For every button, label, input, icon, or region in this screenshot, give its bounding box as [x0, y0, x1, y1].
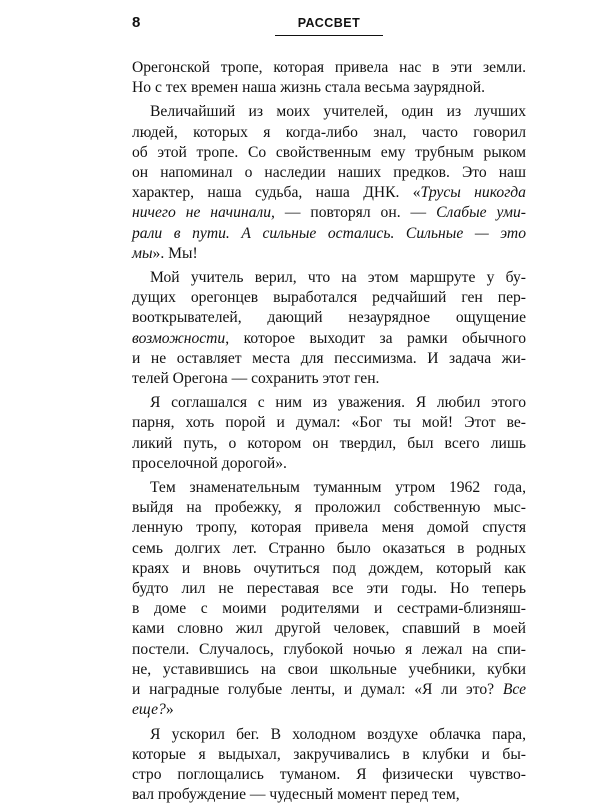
text-segment: характер, наша судьба, наша ДНК. «	[132, 184, 421, 201]
text-line	[132, 183, 526, 203]
paragraph	[132, 268, 526, 389]
text-line	[132, 123, 526, 143]
running-title: РАССВЕТ	[132, 15, 526, 31]
paragraph	[132, 725, 526, 805]
text-line	[132, 498, 526, 518]
paragraph	[132, 478, 526, 720]
text-line	[132, 349, 526, 369]
text-line	[132, 745, 526, 765]
text-line	[132, 224, 526, 244]
text-segment: которые я выдыхал, закручивались в клубки и бы-	[132, 746, 526, 763]
text-line	[132, 599, 526, 619]
text-line	[132, 329, 526, 349]
paragraph	[132, 102, 526, 264]
text-line	[132, 58, 526, 78]
text-segment: стро поглощались туманом. Я физически чувство-	[132, 766, 526, 783]
text-segment: Величайший из моих учителей, один из лучших	[150, 103, 526, 120]
text-segment: будто лил не переставая все эти годы. Но теперь	[132, 580, 526, 597]
text-line	[132, 102, 526, 122]
text-line	[132, 660, 526, 680]
text-segment: Я ускорил бег. В холодном воздухе облачка пара,	[150, 726, 526, 743]
text-segment: ками словно жил другой человек, спавший в моей	[132, 620, 526, 637]
text-line	[132, 785, 526, 805]
text-segment: парня, хоть порой и думал: «Бог ты мой! Этот ве-	[132, 414, 526, 431]
text-line	[132, 244, 526, 264]
text-segment: , которое выходит за рамки обычного	[225, 330, 526, 347]
text-segment: вооткрывателей, дающий незаурядное ощущение	[132, 309, 526, 326]
text-segment: в доме с моими родителями и сестрами-близняш-	[132, 600, 526, 617]
text-line	[132, 308, 526, 328]
text-segment: людей, которых я когда-либо знал, часто говорил	[132, 124, 526, 141]
text-segment: »	[166, 701, 174, 718]
italic-text: Все	[503, 681, 526, 698]
text-line	[132, 434, 526, 454]
text-line	[132, 369, 526, 389]
italic-text: еще?	[132, 701, 166, 718]
paragraph	[132, 393, 526, 474]
text-segment: Но с тех времен наша жизнь стала весьма заурядной.	[132, 79, 485, 96]
text-segment: он напоминал о наследии наших предков. Это наш	[132, 164, 526, 181]
page-number: 8	[132, 14, 140, 32]
text-segment: вал пробуждение — чудесный момент перед тем,	[132, 786, 460, 803]
italic-text: Слабые уми-	[436, 204, 526, 221]
italic-text: рали в пути. А сильные остались. Сильные — это	[132, 225, 526, 242]
text-segment: Орегонской тропе, которая привела нас в эти земли.	[132, 59, 526, 76]
text-segment: Я соглашался с ним из уважения. Я любил этого	[150, 394, 526, 411]
text-line	[132, 640, 526, 660]
italic-text: Трусы никогда	[421, 184, 526, 201]
text-line	[132, 78, 526, 98]
text-segment: и не оставляет места для пессимизма. И задача жи-	[132, 350, 526, 367]
text-line	[132, 559, 526, 579]
text-segment: ликий путь, о котором он твердил, был всего лишь	[132, 435, 526, 452]
text-segment: краях и вновь очутиться под дождем, который как	[132, 560, 526, 577]
text-line	[132, 680, 526, 700]
italic-text: мы	[132, 245, 153, 262]
text-line	[132, 765, 526, 785]
text-line	[132, 288, 526, 308]
text-line	[132, 619, 526, 639]
text-segment: не, уставившись на свои школьные учебники, кубки	[132, 661, 526, 678]
text-segment: дущих орегонцев выработался редчайший ген пер-	[132, 289, 526, 306]
text-line	[132, 539, 526, 559]
text-segment: Мой учитель верил, что на этом маршруте у бу-	[150, 269, 526, 286]
text-line	[132, 268, 526, 288]
title-underline	[275, 35, 383, 36]
text-line	[132, 393, 526, 413]
text-segment: ». Мы!	[153, 245, 198, 262]
text-line	[132, 725, 526, 745]
text-segment: и наградные голубые ленты, и думал: «Я ли это?	[132, 681, 503, 698]
text-line	[132, 700, 526, 720]
text-segment: выйдя на пробежку, я проложил собственную мыс-	[132, 499, 526, 516]
text-line	[132, 579, 526, 599]
text-segment: проселочной дорогой».	[132, 455, 287, 472]
text-line	[132, 163, 526, 183]
page-header	[132, 14, 526, 36]
text-segment: семь долгих лет. Странно было оказаться в родных	[132, 540, 526, 557]
text-line	[132, 478, 526, 498]
italic-text: возможности	[132, 330, 225, 347]
text-line	[132, 413, 526, 433]
body-text	[132, 58, 526, 805]
text-line	[132, 454, 526, 474]
text-segment: Тем знаменательным туманным утром 1962 года,	[150, 479, 526, 496]
text-segment: ленную тропу, которая привела меня домой спустя	[132, 519, 526, 536]
italic-text: ничего не начинали,	[132, 204, 275, 221]
paragraph	[132, 58, 526, 98]
text-segment: телей Орегона — сохранить этот ген.	[132, 370, 379, 387]
text-line	[132, 518, 526, 538]
text-line	[132, 143, 526, 163]
text-segment: постели. Случалось, глубокой ночью я лежал на спи-	[132, 641, 526, 658]
text-line	[132, 203, 526, 223]
text-segment: об этой тропе. Со свойственным ему трубным рыком	[132, 144, 526, 161]
text-segment: — повторял он. —	[275, 204, 436, 221]
